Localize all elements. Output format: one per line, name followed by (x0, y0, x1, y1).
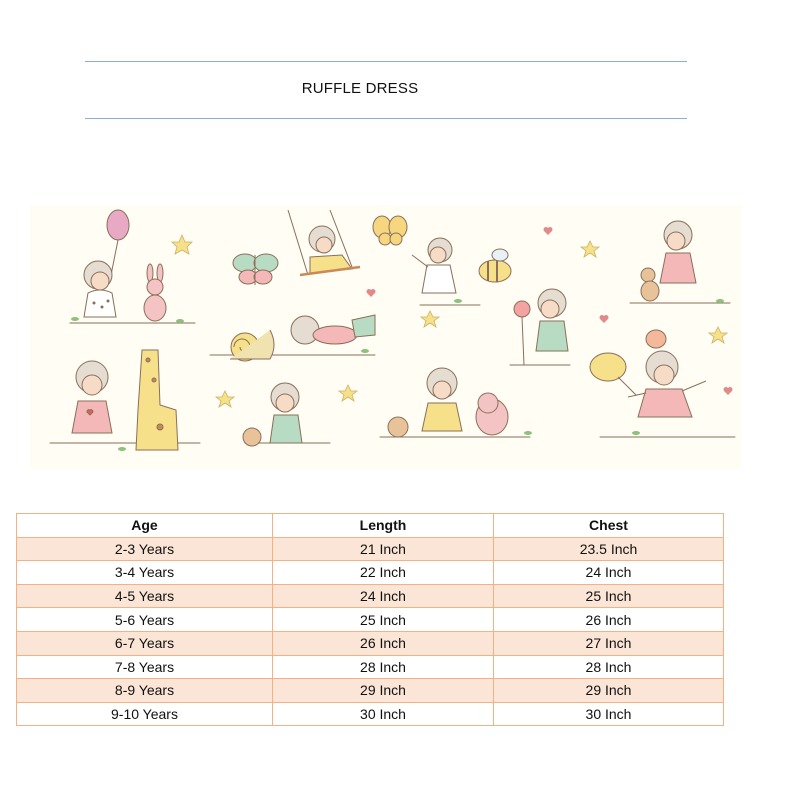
cell-chest: 24 Inch (494, 561, 724, 585)
butterfly (373, 216, 407, 245)
header-length: Length (273, 514, 494, 538)
star (581, 241, 599, 257)
document-title: RUFFLE DRESS (301, 80, 419, 97)
cell-length: 25 Inch (273, 608, 494, 632)
header-age: Age (17, 514, 273, 538)
cell-age: 3-4 Years (17, 561, 273, 585)
girl-singing (72, 361, 112, 433)
cell-length: 26 Inch (273, 631, 494, 655)
bunny (144, 264, 166, 321)
cell-length: 24 Inch (273, 584, 494, 608)
cell-length: 21 Inch (273, 537, 494, 561)
cell-chest: 25 Inch (494, 584, 724, 608)
cell-chest: 23.5 Inch (494, 537, 724, 561)
girl-reaching (412, 238, 456, 293)
cell-chest: 30 Inch (494, 702, 724, 726)
header-chest: Chest (494, 514, 724, 538)
girl-with-flower (514, 289, 568, 365)
cell-age: 4-5 Years (17, 584, 273, 608)
cell-chest: 27 Inch (494, 631, 724, 655)
table-row (17, 561, 724, 585)
girl-on-swing (288, 210, 360, 275)
cell-length: 22 Inch (273, 561, 494, 585)
bee (479, 249, 511, 282)
star (172, 235, 192, 254)
girl-with-racket (590, 330, 706, 417)
girl-with-teddy (641, 221, 696, 301)
table-row (17, 537, 724, 561)
title-top-rule (85, 61, 687, 62)
table-row (17, 608, 724, 632)
cell-length: 30 Inch (273, 702, 494, 726)
star (339, 385, 357, 401)
size-chart-table (16, 513, 724, 726)
cell-age: 8-9 Years (17, 679, 273, 703)
table-header-row (17, 514, 724, 538)
star (216, 391, 234, 407)
cell-chest: 26 Inch (494, 608, 724, 632)
cell-age: 5-6 Years (17, 608, 273, 632)
cell-age: 2-3 Years (17, 537, 273, 561)
table-row (17, 679, 724, 703)
girl-sitting-with-toy (243, 383, 302, 446)
star (709, 327, 727, 343)
title-bottom-rule (85, 118, 687, 119)
table-row (17, 631, 724, 655)
cell-chest: 29 Inch (494, 679, 724, 703)
girl-with-balloon (84, 210, 129, 317)
children-playing-illustration (30, 205, 742, 470)
cell-chest: 28 Inch (494, 655, 724, 679)
cell-age: 6-7 Years (17, 631, 273, 655)
girl-lying (291, 315, 375, 344)
giraffe (136, 350, 178, 450)
butterfly (233, 254, 278, 285)
girl-with-pig (388, 368, 508, 437)
table-row (17, 584, 724, 608)
cell-age: 9-10 Years (17, 702, 273, 726)
snail (230, 330, 274, 361)
cell-length: 29 Inch (273, 679, 494, 703)
cell-length: 28 Inch (273, 655, 494, 679)
star (421, 311, 439, 327)
cell-age: 7-8 Years (17, 655, 273, 679)
table-row (17, 655, 724, 679)
table-row (17, 702, 724, 726)
